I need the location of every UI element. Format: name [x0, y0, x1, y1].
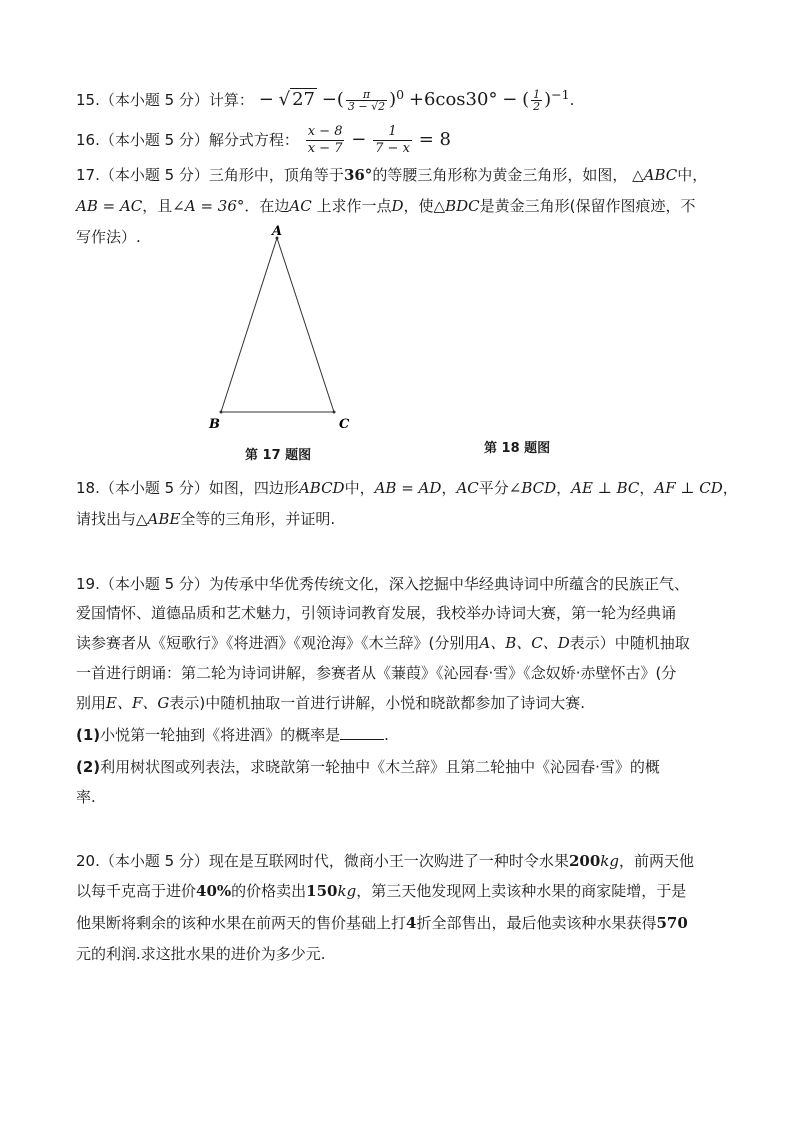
q19-sub2-cont: 率.	[76, 788, 96, 806]
q16-f2-den: 7 − x	[375, 141, 410, 156]
q17-l2-b: ．在边	[244, 197, 290, 215]
q15-minus: −	[258, 89, 274, 110]
q16-fraction-2	[373, 124, 412, 157]
question-19-line-2	[76, 602, 676, 624]
q17-l2-d: D	[391, 197, 404, 215]
q19-l5-a: 别用	[76, 694, 107, 712]
q15-frac-num: π	[346, 89, 387, 101]
q17-l1-triangle: △ABC	[632, 166, 678, 184]
question-19-sub-2-cont	[76, 786, 96, 808]
q18-l1-ac: AC	[456, 479, 479, 497]
q17-l3: 写作法）.	[76, 228, 141, 246]
q16-fraction-1	[306, 124, 345, 157]
q20-l2-unit: kg	[337, 882, 357, 900]
q18-l1-c: ，	[441, 479, 457, 497]
q18-l1-eq: AB = AD	[374, 479, 442, 497]
q18-l1-a: 18.（本小题 5 分）如图，四边形	[76, 479, 299, 497]
q19-l1: 19.（本小题 5 分）为传承中华优秀传统文化，深入挖掘中华经典诗词中所蕴含的民族正气、	[76, 575, 689, 593]
q18-l1-d: 平分	[478, 479, 509, 497]
q18-l2-a: 请找出与	[76, 510, 137, 528]
q20-l2-weight: 150	[306, 882, 338, 900]
question-18-line-1	[76, 477, 738, 499]
q19-sub2-text: 利用树状图或列表法，求晓歆第一轮抽中《木兰辞》且第二轮抽中《沁园春·雪》的概	[100, 758, 660, 776]
q16-prefix: 16.（本小题 5 分）解分式方程：	[76, 131, 299, 149]
q18-l1-abcd: ABCD	[298, 479, 345, 497]
q15-half	[531, 89, 542, 112]
q17-l2-c: 上求作一点	[311, 197, 392, 215]
q15-exp0: 0	[396, 87, 405, 102]
q20-l2-c: ，第三天他发现网上卖该种水果的商家陡增，于是	[356, 882, 687, 900]
vertex-b-dot	[220, 411, 223, 414]
q16-f1-den: x − 7	[307, 141, 343, 156]
q20-l3-a: 他果断将剩余的该种水果在前两天的售价基础上打	[76, 914, 407, 932]
q15-minus-paren: −(	[321, 89, 344, 110]
q15-close-paren2: )	[544, 89, 552, 110]
question-17-line-2	[76, 195, 695, 217]
vertex-b-label: B	[209, 417, 220, 432]
q17-l1-b: 的等腰三角形称为黄金三角形，如图，	[372, 166, 628, 184]
q19-sub2-number: (2)	[76, 758, 101, 776]
question-19-line-3	[76, 632, 690, 654]
question-20-line-1	[76, 850, 694, 872]
figure-18-caption: 第 18 题图	[484, 441, 551, 456]
q19-l3-b: 表示）中随机抽取	[569, 634, 690, 652]
q20-l1-unit: kg	[600, 852, 619, 870]
question-20-line-4	[76, 943, 326, 965]
q15-end: .	[569, 91, 575, 109]
vertex-a-label: A	[272, 224, 283, 239]
q15-sqrt-arg: 27	[292, 89, 315, 110]
q16-f2-num: 1	[373, 124, 412, 141]
q18-l1-f: ，	[639, 479, 655, 497]
question-19-line-4	[76, 662, 676, 684]
q18-l1-angle: ∠BCD	[508, 479, 557, 497]
q19-l3-a: 读参赛者从《短歌行》《将进酒》《观沧海》《木兰辞》(分别用	[76, 634, 480, 652]
q18-l2-triangle: △ABE	[136, 510, 181, 528]
q19-sub1-answer-blank[interactable]	[340, 725, 384, 740]
question-18-line-2	[76, 508, 335, 530]
q20-l4: 元的利润.求这批水果的进价为多少元.	[76, 945, 326, 963]
q18-l1-perp2: AF ⊥ CD	[654, 479, 723, 497]
q15-minus2: −	[502, 89, 518, 110]
q15-sqrt: √ 27	[278, 89, 315, 110]
q20-l3-discount: 4	[406, 914, 417, 932]
q20-l1-b: ，前两天他	[618, 852, 694, 870]
question-20-line-3	[76, 912, 688, 934]
question-17-line-3	[76, 226, 141, 248]
q19-l2: 爱国情怀、道德品质和艺术魅力，引领诗词教育发展，我校举办诗词大赛，第一轮为经典诵	[76, 604, 677, 622]
q15-open-paren2: (	[522, 89, 530, 110]
q17-l1-a: 17.（本小题 5 分）三角形中，顶角等于	[76, 166, 344, 184]
q15-cos-term: +6cos30°	[408, 89, 498, 110]
q20-l2-b: 的价格卖出	[231, 882, 307, 900]
q19-l5-letters: E、F、G	[106, 694, 170, 712]
q16-f1-num: x − 8	[307, 124, 343, 139]
q20-l3-b: 折全部售出，最后他卖该种水果获得	[416, 914, 657, 932]
q18-l1-e: ，	[556, 479, 572, 497]
figure-17-triangle	[200, 220, 360, 440]
triangle-side-ab	[221, 238, 277, 412]
q17-l2-a: ，且	[142, 197, 173, 215]
q19-l5-b: 表示)中随机抽取一首进行讲解，小悦和晓歆都参加了诗词大赛.	[169, 694, 585, 712]
q17-l2-triangle: △BDC	[433, 197, 480, 215]
q20-l3-profit: 570	[656, 914, 688, 932]
q19-l3-letters: A、B、C、D	[479, 634, 570, 652]
question-17-line-1	[76, 164, 707, 186]
q15-half-den: 2	[533, 100, 541, 113]
q15-exp-neg1: −1	[551, 87, 570, 102]
question-15	[76, 84, 574, 112]
q19-sub1-text: 小悦第一轮抽到《将进酒》的概率是	[100, 726, 341, 744]
question-19-line-5	[76, 692, 585, 714]
q20-l2-a: 以每千克高于进价	[76, 882, 197, 900]
q20-l1-weight: 200	[568, 852, 601, 870]
q18-l1-b: 中，	[344, 479, 375, 497]
triangle-side-ac	[277, 238, 334, 412]
q20-l2-percent: 40%	[196, 882, 232, 900]
question-20-line-2	[76, 880, 686, 902]
question-19-line-1	[76, 573, 689, 595]
question-16	[76, 124, 451, 157]
q18-l2-b: 全等的三角形，并证明.	[180, 510, 336, 528]
vertex-c-label: C	[339, 417, 350, 432]
figure-17-caption: 第 17 题图	[245, 448, 312, 463]
q15-half-num: 1	[533, 88, 541, 101]
q15-prefix: 15.（本小题 5 分）计算：	[76, 91, 254, 109]
q17-l2-f: 是黄金三角形(保留作图痕迹，不	[479, 197, 696, 215]
question-19-sub-1	[76, 724, 389, 746]
q18-l1-g: ，	[722, 479, 738, 497]
q17-l2-ac: AC	[289, 197, 312, 215]
q16-rhs: = 8	[418, 129, 451, 150]
q15-fraction	[346, 89, 387, 112]
q15-frac-den: 3 − √2	[347, 100, 386, 113]
q18-l1-perp1: AE ⊥ BC	[571, 479, 640, 497]
q19-l4: 一首进行朗诵：第二轮为诗词讲解，参赛者从《蒹葭》《沁园春·雪》《念奴娇·赤壁怀古》(分	[76, 664, 677, 682]
vertex-c-dot	[333, 411, 336, 414]
q16-minus: −	[351, 129, 367, 150]
q17-l1-deg: 36°	[343, 166, 373, 184]
q20-l1-a: 20.（本小题 5 分）现在是互联网时代，微商小王一次购进了一种时令水果	[76, 852, 569, 870]
q17-l1-c: 中，	[677, 166, 708, 184]
question-19-sub-2	[76, 756, 660, 778]
q19-sub1-end: .	[384, 726, 389, 744]
q19-sub1-number: (1)	[76, 726, 101, 744]
q15-close-paren: )	[389, 89, 397, 110]
q17-l2-e: ，使	[403, 197, 434, 215]
q17-l2-angle: ∠A = 36°	[172, 197, 245, 215]
q17-l2-eq: AB = AC	[76, 197, 143, 215]
